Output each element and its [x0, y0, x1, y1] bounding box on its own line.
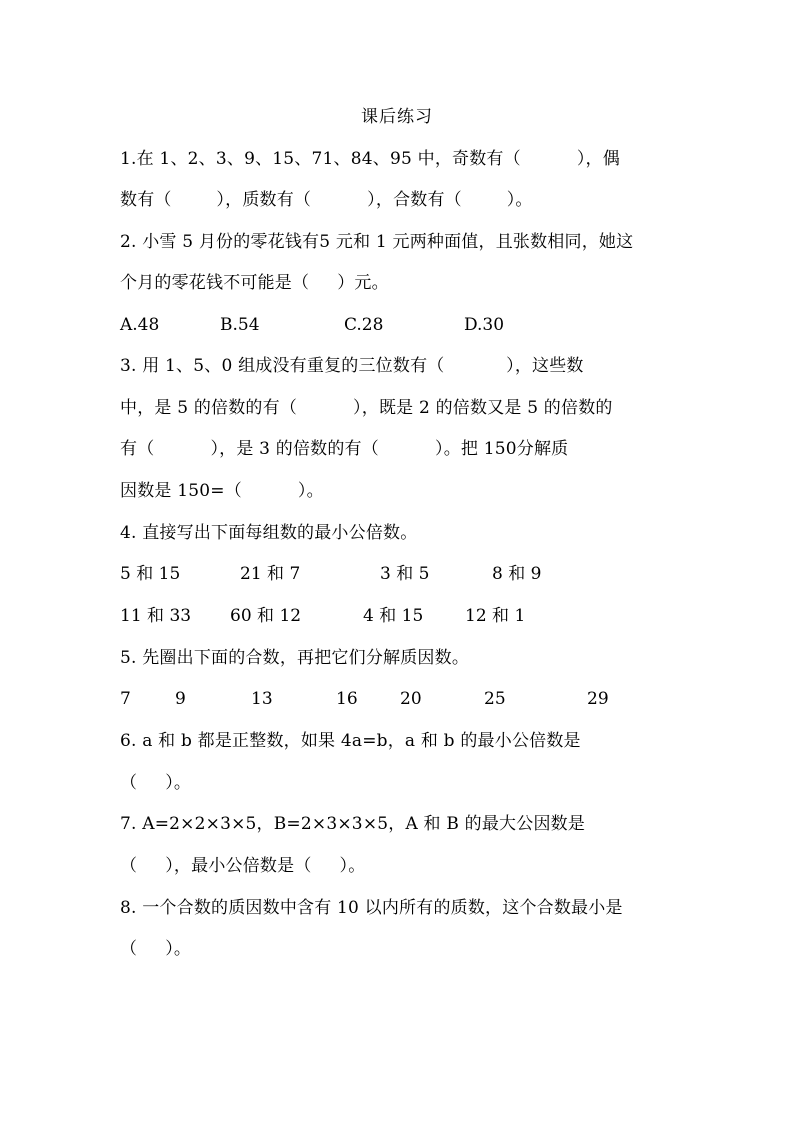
question-8-line-1: 8. 一个合数的质因数中含有 10 以内所有的质数，这个合数最小是	[120, 898, 623, 918]
pair-item: 21 和 7	[240, 564, 301, 584]
pair-item: 60 和 12	[230, 606, 302, 626]
question-7-line-1: 7. A=2×2×3×5，B=2×3×3×5，A 和 B 的最大公因数是	[120, 814, 586, 834]
question-6-line-1: 6. a 和 b 都是正整数，如果 4a=b，a 和 b 的最小公倍数是	[120, 731, 581, 751]
question-3-line-3: 有（ ），是 3 的倍数的有（ ）。把 150分解质	[120, 439, 569, 459]
number-item: 9	[175, 689, 186, 709]
pair-item: 4 和 15	[363, 606, 424, 626]
option-d: D.30	[464, 315, 505, 335]
option-b: B.54	[220, 315, 260, 335]
pair-item: 12 和 1	[465, 606, 526, 626]
pair-item: 5 和 15	[120, 564, 181, 584]
question-2-line-2: 个月的零花钱不可能是（ ）元。	[120, 273, 389, 293]
number-item: 13	[251, 689, 273, 709]
pair-item: 11 和 33	[120, 606, 192, 626]
option-a: A.48	[120, 315, 160, 335]
question-3-line-1: 3. 用 1、5、0 组成没有重复的三位数有（ ），这些数	[120, 356, 584, 376]
number-item: 20	[400, 689, 422, 709]
question-3-line-2: 中，是 5 的倍数的有（ ），既是 2 的倍数又是 5 的倍数的	[120, 398, 613, 418]
question-6-line-2: （ ）。	[120, 773, 192, 793]
question-8-line-2: （ ）。	[120, 939, 192, 959]
question-1-line-1: 1.在 1、2、3、9、15、71、84、95 中，奇数有（ ），偶	[120, 149, 620, 169]
number-item: 25	[484, 689, 506, 709]
question-7-line-2: （ ），最小公倍数是（ ）。	[120, 856, 366, 876]
question-4-line-1: 4. 直接写出下面每组数的最小公倍数。	[120, 523, 418, 543]
question-1-line-2: 数有（ ），质数有（ ），合数有（ ）。	[120, 190, 533, 210]
pair-item: 8 和 9	[492, 564, 542, 584]
option-c: C.28	[344, 315, 384, 335]
question-2-line-1: 2. 小雪 5 月份的零花钱有5 元和 1 元两种面值，且张数相同，她这	[120, 232, 634, 252]
number-item: 16	[336, 689, 358, 709]
question-5-line-1: 5. 先圈出下面的合数，再把它们分解质因数。	[120, 648, 470, 668]
question-3-line-4: 因数是 150=（ ）。	[120, 481, 324, 501]
number-item: 7	[120, 689, 131, 709]
number-item: 29	[587, 689, 609, 709]
pair-item: 3 和 5	[380, 564, 430, 584]
page-title: 课后练习	[361, 107, 433, 127]
